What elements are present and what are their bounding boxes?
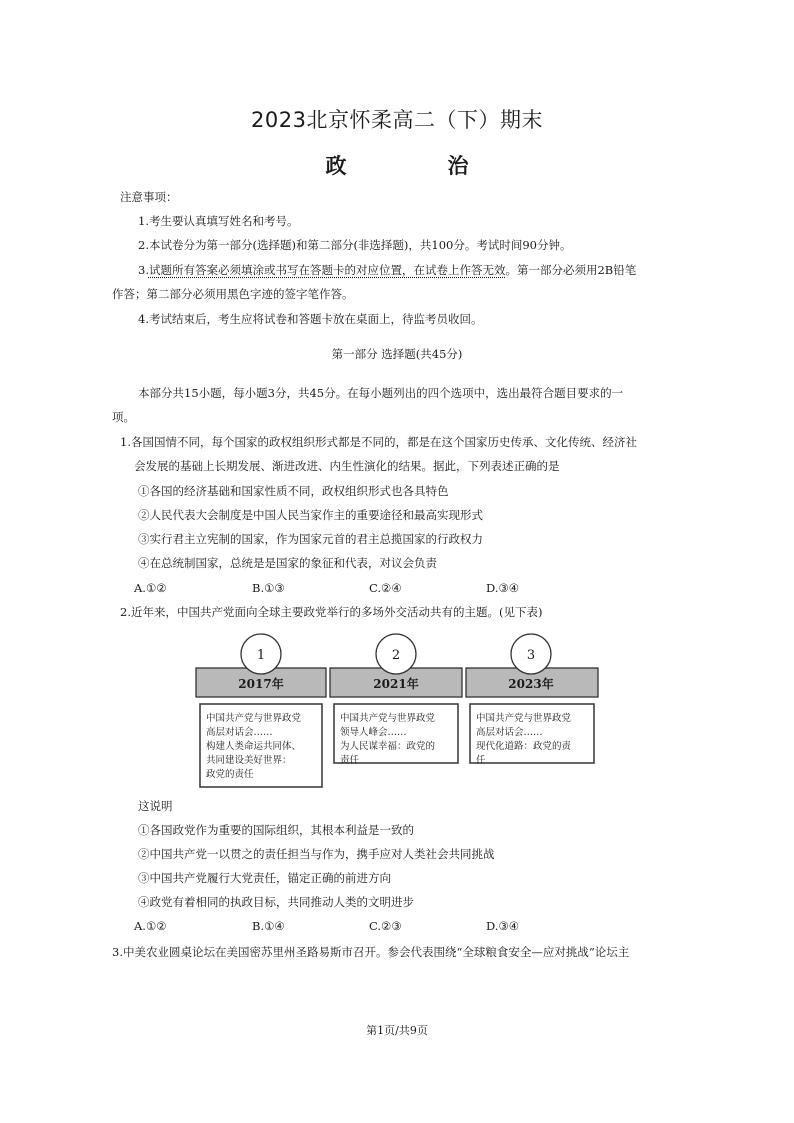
column-3-line-1: 中国共产党与世界政党 xyxy=(476,713,572,724)
note-item-4: 4.考试结束后，考生应将试卷和答题卡放在桌面上，待监考员收回。 xyxy=(138,312,483,326)
q2-options xyxy=(0,918,794,934)
q2-stem: 2.近年来，中国共产党面向全球主要政党举行的多场外交活动共有的主题。(见下表) xyxy=(120,605,543,619)
q3-stem-line1: 3.中美农业圆桌论坛在美国密苏里州圣路易斯市召开。参会代表围绕“全球粮食安全—应对挑战”论坛主 xyxy=(112,945,630,959)
q2-option-d[interactable]: D.③④ xyxy=(486,919,520,933)
notes-heading: 注意事项： xyxy=(120,190,178,204)
note-item-3-cont: 作答；第二部分必须用黑色字迹的签字笔作答。 xyxy=(112,287,354,301)
note-item-1: 1.考生要认真填写姓名和考号。 xyxy=(138,214,299,228)
q1-statement-4: ④在总统制国家，总统是是国家的象征和代表，对议会负责 xyxy=(138,556,437,570)
q1-options xyxy=(0,580,794,596)
column-2-line-4: 责任 xyxy=(340,755,360,766)
column-2-line-1: 中国共产党与世界政党 xyxy=(340,713,436,724)
column-3-line-2: 高层对话会…… xyxy=(476,727,543,738)
section-intro-line2: 项。 xyxy=(112,410,135,424)
column-1-line-2: 高层对话会…… xyxy=(206,727,273,738)
section-intro-line1: 本部分共15小题，每小题3分，共45分。在每小题列出的四个选项中，选出最符合题目要求的一 xyxy=(138,386,624,400)
section-heading: 第一部分 选择题(共45分) xyxy=(331,347,463,361)
column-year-1: 2017年 xyxy=(238,677,284,691)
note-item-3-suffix: 。第一部分必须用2B铅笔 xyxy=(505,263,637,277)
column-number-1: 1 xyxy=(256,648,266,663)
column-1-line-1: 中国共产党与世界政党 xyxy=(206,713,302,724)
q2-statement-1: ①各国政党作为重要的国际组织，其根本利益是一致的 xyxy=(138,823,414,837)
column-number-3: 3 xyxy=(526,648,536,663)
q2-option-c[interactable]: C.②③ xyxy=(369,919,402,933)
q1-option-b[interactable]: B.①③ xyxy=(252,581,285,595)
note-item-3-emphasis: 试题所有答案必须填涂或书写在答题卡的对应位置，在试卷上作答无效 xyxy=(148,263,506,277)
column-1-line-3: 构建人类命运共同体、 xyxy=(206,741,302,752)
q1-stem-line1: 1.各国国情不同，每个国家的政权组织形式都是不同的，都是在这个国家历史传承、文化传统、经济社 xyxy=(120,435,637,449)
q1-statement-2: ②人民代表大会制度是中国人民当家作主的重要途径和最高实现形式 xyxy=(138,508,483,522)
q2-figure xyxy=(192,628,600,790)
page-footer: 第1页/共9页 xyxy=(366,1024,428,1037)
column-3-line-4: 任 xyxy=(476,755,486,766)
q1-option-d[interactable]: D.③④ xyxy=(486,581,520,595)
column-year-2: 2021年 xyxy=(373,677,419,691)
q1-statement-3: ③实行君主立宪制的国家，作为国家元首的君主总揽国家的行政权力 xyxy=(138,532,483,546)
column-year-3: 2023年 xyxy=(508,677,554,691)
note-item-2: 2.本试卷分为第一部分(选择题)和第二部分(非选择题)，共100分。考试时间90分钟。 xyxy=(138,238,572,252)
column-1-line-5: 政党的责任 xyxy=(206,769,254,780)
q2-lead: 这说明 xyxy=(138,799,173,813)
subject-title: 政 治 xyxy=(325,154,509,178)
q1-option-c[interactable]: C.②④ xyxy=(369,581,402,595)
q2-option-b[interactable]: B.①④ xyxy=(252,919,285,933)
column-number-2: 2 xyxy=(391,648,401,663)
column-1-line-4: 共同建设美好世界： xyxy=(206,755,292,766)
q2-option-a[interactable]: A.①② xyxy=(134,919,167,933)
q1-stem-line2: 会发展的基础上长期发展、渐进改进、内生性演化的结果。据此，下列表述正确的是 xyxy=(134,459,560,473)
q2-statement-2: ②中国共产党一以贯之的责任担当与作为，携手应对人类社会共同挑战 xyxy=(138,847,495,861)
column-2-line-3: 为人民谋幸福：政党的 xyxy=(340,741,436,752)
column-3-line-3: 现代化道路：政党的责 xyxy=(476,741,572,752)
column-2-line-2: 领导人峰会…… xyxy=(340,727,407,738)
q1-option-a[interactable]: A.①② xyxy=(134,581,167,595)
exam-title: 2023北京怀柔高二（下）期末 xyxy=(251,108,543,132)
q2-statement-3: ③中国共产党履行大党责任，锚定正确的前进方向 xyxy=(138,871,391,885)
q1-statement-1: ①各国的经济基础和国家性质不同，政权组织形式也各具特色 xyxy=(138,484,449,498)
q2-figure-svg xyxy=(192,628,600,790)
q2-statement-4: ④政党有着相同的执政目标，共同推动人类的文明进步 xyxy=(138,895,414,909)
note-item-3-prefix: 3. xyxy=(138,263,149,277)
note-item-3 xyxy=(138,262,636,278)
